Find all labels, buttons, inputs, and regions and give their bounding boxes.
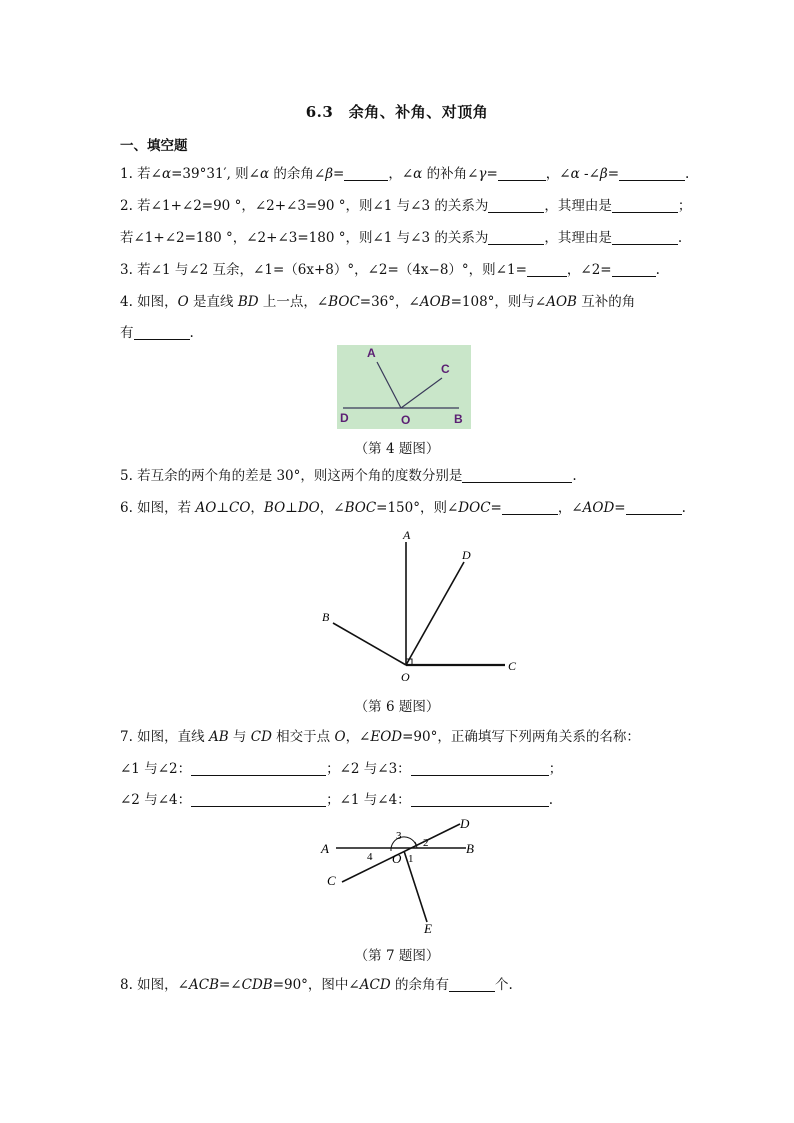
text: ACB	[188, 977, 219, 993]
text: 6. 如图，若	[120, 500, 196, 516]
text: O	[334, 729, 346, 745]
question-7-row-1	[120, 760, 562, 778]
text: α	[161, 166, 172, 182]
text: =90°，正确填写下列两角关系的名称：	[402, 729, 640, 745]
text: .	[655, 262, 660, 278]
text: 互补的角	[576, 294, 636, 310]
text: ACD	[359, 977, 391, 993]
label-b: B	[466, 841, 474, 856]
question-6	[120, 499, 686, 517]
text: =	[607, 166, 620, 182]
question-2-part-2	[120, 229, 682, 247]
text: ，∠	[319, 500, 345, 516]
angle-3-arc	[391, 837, 416, 851]
answer-blank[interactable]	[498, 166, 546, 181]
question-5	[120, 467, 577, 485]
label-a: A	[367, 346, 376, 360]
text: ∠1 与∠2：	[120, 761, 192, 777]
text: .	[685, 166, 690, 182]
text: ，	[250, 500, 264, 516]
text: .	[677, 230, 683, 246]
text: 相交于点	[271, 729, 335, 745]
text: .	[681, 500, 686, 516]
label-angle-3: 3	[396, 830, 402, 842]
text: =	[333, 166, 345, 182]
text: O	[177, 294, 189, 310]
text: ，其理由是	[544, 198, 612, 214]
label-d: D	[340, 411, 349, 425]
text: BOC	[344, 500, 377, 516]
label-angle-4: 4	[367, 851, 373, 863]
text: CO	[229, 500, 251, 516]
question-1	[120, 165, 689, 183]
answer-blank[interactable]	[612, 198, 678, 213]
text: CD	[250, 729, 272, 745]
figure-7	[320, 815, 485, 937]
text: =90°，图中∠	[272, 977, 360, 993]
answer-blank[interactable]	[191, 792, 326, 807]
text: 1. 若∠	[120, 166, 162, 182]
text: =	[490, 500, 502, 516]
ray-od	[406, 562, 464, 665]
text: =∠	[218, 977, 242, 993]
text: BO	[263, 500, 286, 516]
page-title: 6.3 余角、补角、对顶角	[305, 103, 489, 121]
text: -∠	[579, 166, 600, 182]
ray-ob	[333, 623, 406, 665]
text: 4. 如图，	[120, 294, 178, 310]
answer-blank[interactable]	[619, 166, 685, 181]
text: ，∠	[345, 729, 371, 745]
text: 7. 如图，直线	[120, 729, 209, 745]
text: 的余角∠	[269, 166, 326, 182]
text: ；	[548, 761, 563, 777]
text: .	[572, 468, 577, 484]
text: 有	[120, 325, 134, 341]
text: EOD	[370, 729, 403, 745]
answer-blank[interactable]	[488, 198, 544, 213]
label-b: B	[454, 412, 463, 426]
text: ，∠	[557, 500, 583, 516]
question-7-row-2	[120, 791, 553, 809]
label-o: O	[401, 413, 411, 427]
text: α	[570, 166, 580, 182]
label-o: O	[392, 851, 402, 866]
text: ；	[677, 198, 692, 214]
answer-blank[interactable]	[411, 761, 549, 776]
text: AO	[195, 500, 217, 516]
label-c: C	[327, 873, 336, 888]
figure-4-caption: （第 4 题图）	[354, 441, 440, 457]
question-4	[120, 293, 635, 311]
text: ，∠	[388, 166, 414, 182]
figure-4	[337, 345, 471, 429]
text: =	[614, 500, 626, 516]
figure-6	[315, 524, 530, 689]
text: ，∠	[545, 166, 571, 182]
text: β	[325, 166, 334, 182]
text: 上一点，∠	[258, 294, 329, 310]
answer-blank[interactable]	[134, 325, 190, 340]
text: ，其理由是	[544, 230, 612, 246]
text: ⊥	[285, 500, 298, 516]
section-heading: 一、填空题	[120, 138, 188, 154]
angle-2-arc	[415, 842, 417, 848]
text: β	[599, 166, 608, 182]
text: ；∠2 与∠3：	[326, 761, 411, 777]
text: 5. 若互余的两个角的差是 30°，则这两个角的度数分别是	[120, 468, 463, 484]
text: AB	[208, 729, 229, 745]
answer-blank[interactable]	[612, 262, 656, 277]
text: BD	[237, 294, 259, 310]
label-angle-1: 1	[408, 853, 414, 865]
label-e: E	[424, 921, 432, 936]
answer-blank[interactable]	[411, 792, 549, 807]
question-4-continued	[120, 324, 194, 342]
text: DOC	[458, 500, 491, 516]
text: ∠2 与∠4：	[120, 792, 192, 808]
label-c: C	[508, 659, 517, 673]
text: ；∠1 与∠4：	[326, 792, 411, 808]
text: 个.	[494, 977, 513, 993]
text: DO	[297, 500, 320, 516]
answer-blank[interactable]	[502, 500, 558, 515]
label-d: D	[460, 816, 470, 831]
answer-blank[interactable]	[488, 230, 544, 245]
label-d: D	[462, 548, 471, 562]
answer-blank[interactable]	[191, 761, 326, 776]
question-3	[120, 261, 660, 279]
text: 2. 若∠1+∠2=90 °，∠2+∠3=90 °，则∠1 与∠3 的关系为	[120, 198, 489, 214]
answer-blank[interactable]	[462, 468, 572, 483]
text: BOC	[328, 294, 360, 310]
question-7	[120, 728, 640, 746]
text: α	[260, 166, 270, 182]
label-c: C	[441, 362, 450, 376]
text: 的余角有	[390, 977, 449, 993]
text: AOB	[546, 294, 577, 310]
text: .	[548, 792, 553, 808]
text: ，∠2=	[566, 262, 612, 278]
question-8	[120, 976, 513, 994]
label-angle-2: 2	[423, 837, 429, 849]
text: =	[486, 166, 498, 182]
text: α	[413, 166, 423, 182]
answer-blank[interactable]	[626, 500, 682, 515]
text: .	[189, 325, 194, 341]
text: CDB	[241, 977, 273, 993]
text: 若∠1+∠2=180 °，∠2+∠3=180 °，则∠1 与∠3 的关系为	[120, 230, 489, 246]
answer-blank[interactable]	[612, 230, 678, 245]
label-a: A	[321, 841, 329, 856]
text: =108°，则与∠	[450, 294, 547, 310]
text: 是直线	[188, 294, 238, 310]
figure-6-caption: （第 6 题图）	[354, 699, 440, 715]
label-a: A	[403, 528, 411, 542]
label-b: B	[322, 610, 330, 624]
answer-blank[interactable]	[344, 166, 388, 181]
text: =150°，则∠	[376, 500, 459, 516]
answer-blank[interactable]	[449, 977, 495, 992]
text: AOD	[582, 500, 615, 516]
text: γ	[478, 166, 487, 182]
text: =36°，∠	[359, 294, 420, 310]
answer-blank[interactable]	[527, 262, 567, 277]
text: 8. 如图，∠	[120, 977, 189, 993]
text: 3. 若∠1 与∠2 互余，∠1=（6x+8）°，∠2=（4x−8）°，则∠1=	[120, 262, 527, 278]
figure-7-caption: （第 7 题图）	[354, 948, 440, 964]
label-o: O	[401, 670, 410, 684]
question-2-part-1	[120, 197, 691, 215]
text: 的补角∠	[422, 166, 479, 182]
text: ⊥	[216, 500, 229, 516]
text: 与	[228, 729, 251, 745]
text: AOB	[419, 294, 451, 310]
text: =39°31′, 则∠	[171, 166, 260, 182]
